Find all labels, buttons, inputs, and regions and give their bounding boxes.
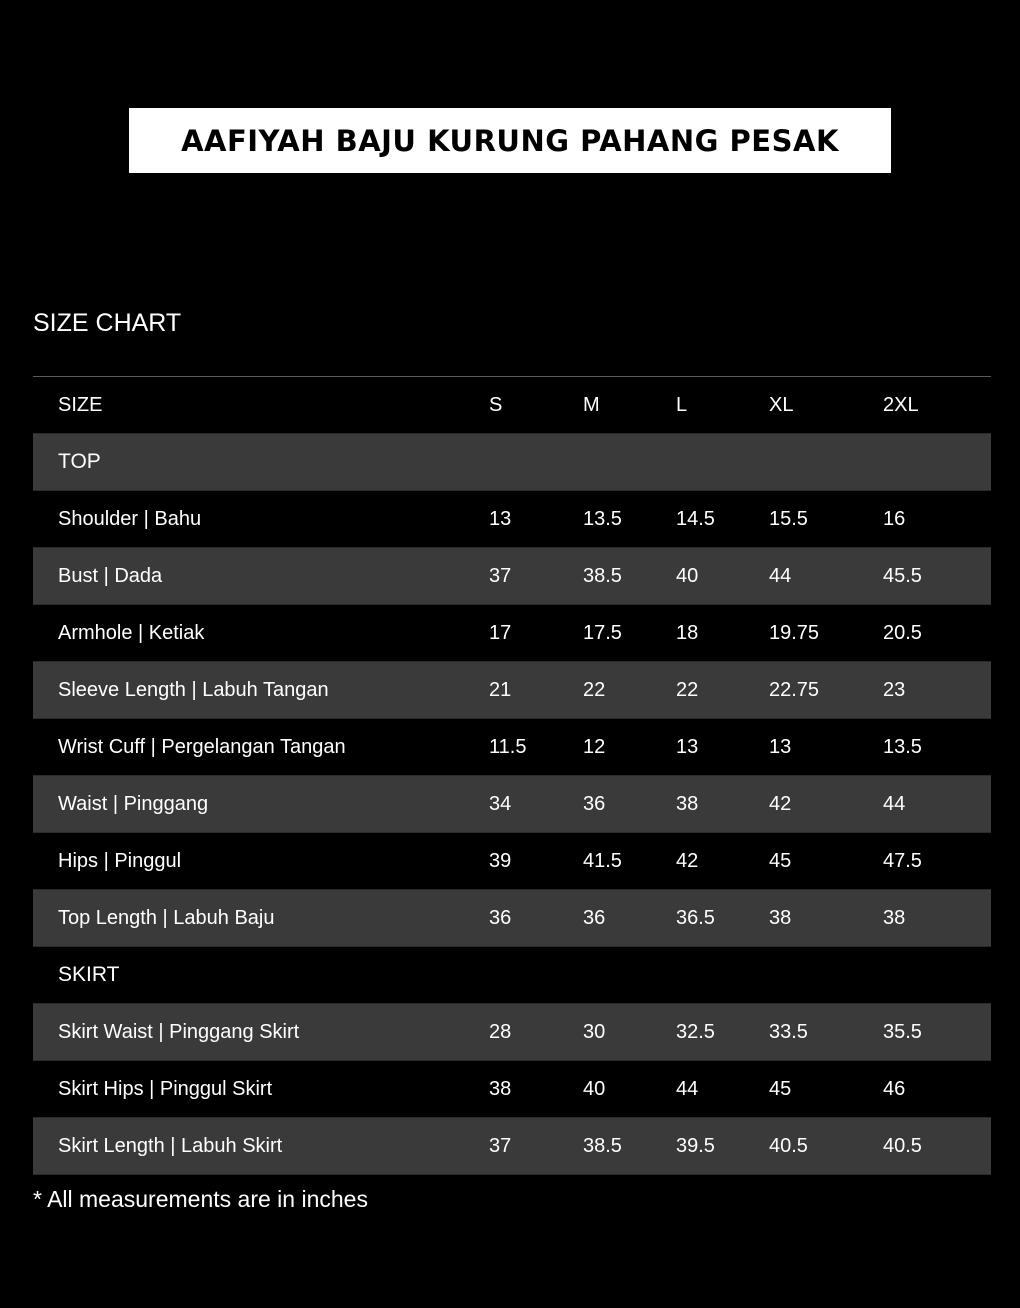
- measurement-label: Sleeve Length | Labuh Tangan: [58, 679, 329, 701]
- measurement-value: 14.5: [676, 508, 715, 530]
- table-row: [33, 890, 991, 947]
- measurement-value: 30: [583, 1021, 606, 1043]
- group-label: TOP: [58, 450, 101, 473]
- measurement-value: 39: [489, 850, 512, 872]
- measurement-value: 44: [883, 793, 906, 815]
- header-s: S: [489, 394, 503, 416]
- measurement-label: Skirt Length | Labuh Skirt: [58, 1135, 283, 1157]
- measurement-label: Bust | Dada: [58, 565, 163, 587]
- size-chart-table: [33, 376, 991, 1175]
- measurement-value: 36: [583, 793, 606, 815]
- measurement-value: 35.5: [883, 1021, 922, 1043]
- measurement-value: 40: [583, 1078, 606, 1100]
- measurement-value: 13.5: [883, 736, 922, 758]
- measurement-value: 13: [489, 508, 512, 530]
- measurement-value: 12: [583, 736, 606, 758]
- measurement-value: 19.75: [769, 622, 820, 644]
- table-row: [33, 605, 991, 662]
- measurement-value: 45.5: [883, 565, 922, 587]
- group-row-skirt: [33, 947, 991, 1004]
- measurement-value: 44: [676, 1078, 699, 1100]
- measurement-label: Skirt Waist | Pinggang Skirt: [58, 1021, 300, 1043]
- measurement-value: 17.5: [583, 622, 622, 644]
- measurement-label: Skirt Hips | Pinggul Skirt: [58, 1078, 273, 1100]
- measurement-value: 18: [676, 622, 699, 644]
- measurement-value: 42: [769, 793, 792, 815]
- measurement-value: 28: [489, 1021, 512, 1043]
- group-row-top: [33, 434, 991, 491]
- measurement-label: Top Length | Labuh Baju: [58, 907, 275, 929]
- measurement-value: 13: [676, 736, 699, 758]
- measurement-value: 11.5: [489, 736, 527, 758]
- table-row: [33, 1004, 991, 1061]
- measurement-value: 22: [583, 679, 606, 701]
- measurement-value: 23: [883, 679, 906, 701]
- measurement-value: 22: [676, 679, 699, 701]
- measurement-value: 17: [489, 622, 512, 644]
- measurement-value: 39.5: [676, 1135, 715, 1157]
- measurement-value: 44: [769, 565, 792, 587]
- measurement-value: 13: [769, 736, 792, 758]
- measurement-value: 16: [883, 508, 906, 530]
- measurement-value: 38: [676, 793, 699, 815]
- measurement-label: Hips | Pinggul: [58, 850, 182, 872]
- measurement-label: Wrist Cuff | Pergelangan Tangan: [58, 736, 346, 758]
- title-banner: [129, 108, 891, 173]
- measurement-value: 37: [489, 565, 512, 587]
- measurement-value: 38: [489, 1078, 512, 1100]
- measurement-value: 42: [676, 850, 699, 872]
- measurement-value: 40.5: [883, 1135, 922, 1157]
- table-header-row: [33, 377, 991, 434]
- measurement-value: 22.75: [769, 679, 820, 701]
- measurement-value: 38.5: [583, 565, 622, 587]
- page-title: AAFIYAH BAJU KURUNG PAHANG PESAK: [181, 123, 839, 158]
- measurement-value: 45: [769, 1078, 792, 1100]
- measurement-value: 40: [676, 565, 699, 587]
- measurement-value: 40.5: [769, 1135, 808, 1157]
- measurement-value: 47.5: [883, 850, 922, 872]
- measurement-value: 37: [489, 1135, 512, 1157]
- measurement-value: 15.5: [769, 508, 808, 530]
- footnote: * All measurements are in inches: [33, 1186, 368, 1212]
- measurement-value: 38: [769, 907, 792, 929]
- table-row: [33, 1061, 991, 1118]
- table-row: [33, 719, 991, 776]
- header-l: L: [676, 394, 688, 416]
- measurement-value: 20.5: [883, 622, 922, 644]
- header-m: M: [583, 394, 600, 416]
- measurement-value: 36: [583, 907, 606, 929]
- measurement-label: Shoulder | Bahu: [58, 508, 202, 530]
- measurement-value: 38.5: [583, 1135, 622, 1157]
- measurement-value: 33.5: [769, 1021, 808, 1043]
- measurement-value: 46: [883, 1078, 906, 1100]
- measurement-value: 21: [489, 679, 512, 701]
- table-row: [33, 1118, 991, 1175]
- measurement-label: Waist | Pinggang: [58, 793, 209, 815]
- table-row: [33, 548, 991, 605]
- measurement-value: 34: [489, 793, 512, 815]
- table-row: [33, 833, 991, 890]
- header-xl: XL: [769, 394, 794, 416]
- header-size: SIZE: [58, 394, 103, 416]
- header-2xl: 2XL: [883, 394, 919, 416]
- measurement-value: 45: [769, 850, 792, 872]
- measurement-value: 36: [489, 907, 512, 929]
- measurement-value: 36.5: [676, 907, 715, 929]
- measurement-value: 13.5: [583, 508, 622, 530]
- measurement-label: Armhole | Ketiak: [58, 622, 205, 644]
- table-row: [33, 662, 991, 719]
- measurement-value: 32.5: [676, 1021, 715, 1043]
- table-row: [33, 491, 991, 548]
- measurement-value: 41.5: [583, 850, 622, 872]
- table-row: [33, 776, 991, 833]
- section-title: SIZE CHART: [33, 309, 182, 337]
- group-label: SKIRT: [58, 963, 120, 986]
- measurement-value: 38: [883, 907, 906, 929]
